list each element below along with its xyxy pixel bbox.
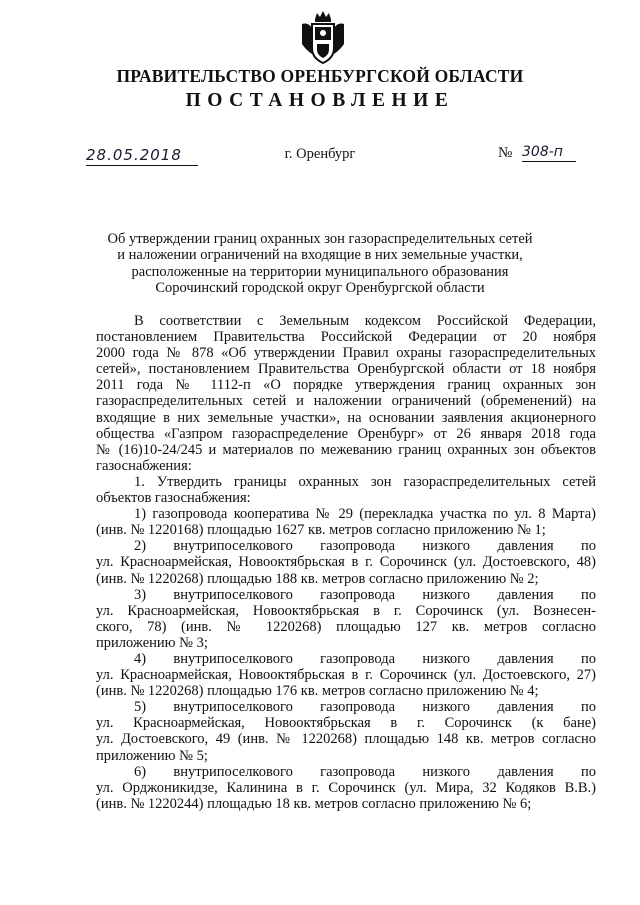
orenburg-coat-of-arms-icon	[298, 10, 348, 66]
document-type: ПОСТАНОВЛЕНИЕ	[185, 90, 455, 111]
document-title	[100, 231, 540, 297]
body-line: 5) внутрипоселкового газопровода низкого давления по	[134, 699, 596, 716]
body-line: приложению № 5;	[96, 747, 208, 764]
body-line: В соответствии с Земельным кодексом Российской Федерации,	[134, 313, 596, 329]
body-line: входящие в них земельные участки», на основании заявления акционерного	[96, 409, 596, 426]
body-line: ул. Красноармейская, Новооктябрьская в г. Сорочинск (ул. Вознесен-	[96, 602, 596, 619]
body-line: ул. Орджоникидзе, Калинина в г. Сорочинск (ул. Мира, 32 Кодяков В.В.)	[96, 779, 596, 796]
body-line: ул. Красноармейская, Новооктябрьская в г. Сорочинск (ул. Достоевского, 48)	[96, 554, 596, 571]
body-line: ского, 78) (инв. № 1220268) площадью 127 кв. метров согласно	[96, 618, 596, 635]
document-number: 308-п	[522, 144, 576, 162]
body-line: № (16)10-24/245 и материалов по межеванию границ охранных зон объектов	[96, 441, 596, 458]
body-line: 1. Утвердить границы охранных зон газораспределительных сетей	[134, 473, 596, 490]
body-line: сетей», постановлением Правительства Оренбургской области от 18 ноября	[96, 361, 596, 378]
organization-name: ПРАВИТЕЛЬСТВО ОРЕНБУРГСКОЙ ОБЛАСТИ	[116, 66, 524, 86]
body-line: (инв. № 1220168) площадью 1627 кв. метров согласно приложению № 1;	[96, 522, 546, 539]
body-line: 1) газопровода кооператива № 29 (перекладка участка по ул. 8 Марта)	[134, 506, 596, 523]
body-line: 3) внутрипоселкового газопровода низкого давления по	[134, 586, 596, 603]
body-line: приложению № 3;	[96, 634, 208, 651]
title-line: Об утверждении границ охранных зон газораспределительных сетей	[107, 231, 533, 247]
body-line: (инв. № 1220268) площадью 188 кв. метров согласно приложению № 2;	[96, 570, 539, 587]
title-line: Сорочинский городской округ Оренбургской области	[155, 280, 485, 297]
number-label: №	[498, 145, 513, 161]
body-line: 4) внутрипоселкового газопровода низкого давления по	[134, 650, 596, 667]
body-line: общества «Газпром газораспределение Оренбург» от 26 января 2018 года	[96, 425, 596, 442]
document-city: г. Оренбург	[284, 146, 356, 162]
body-line: 2000 года № 878 «Об утверждении Правил охраны газораспределительных	[96, 345, 596, 362]
body-line: 2011 года № 1112-п «О порядке утверждения границ охранных зон	[96, 377, 596, 394]
title-line: и наложении ограничений на входящие в них земельные участки,	[117, 247, 523, 264]
body-line: постановлением Правительства Российской Федерации от 20 ноября	[96, 329, 596, 346]
body-line: 2) внутрипоселкового газопровода низкого давления по	[134, 538, 596, 555]
document-date: 28.05.2018	[86, 146, 198, 166]
body-line: газоснабжения:	[96, 457, 192, 474]
body-line: (инв. № 1220244) площадью 18 кв. метров согласно приложению № 6;	[96, 795, 532, 812]
title-line: расположенные на территории муниципального образования	[131, 263, 509, 280]
body-line: ул. Достоевского, 49 (инв. № 1220268) площадью 148 кв. метров согласно	[96, 731, 596, 748]
body-line: газораспределительных сетей и наложении ограничений (обременений) на	[96, 393, 596, 410]
body-line: 6) внутрипоселкового газопровода низкого давления по	[134, 763, 596, 780]
body-line: ул. Красноармейская, Новооктябрьская в г. Сорочинск (к бане)	[96, 715, 596, 732]
document-body	[96, 313, 596, 812]
body-line: (инв. № 1220268) площадью 176 кв. метров согласно приложению № 4;	[96, 683, 539, 700]
body-line: ул. Красноармейская, Новооктябрьская в г. Сорочинск (ул. Достоевского, 27)	[96, 667, 596, 684]
body-line: объектов газоснабжения:	[96, 490, 251, 507]
